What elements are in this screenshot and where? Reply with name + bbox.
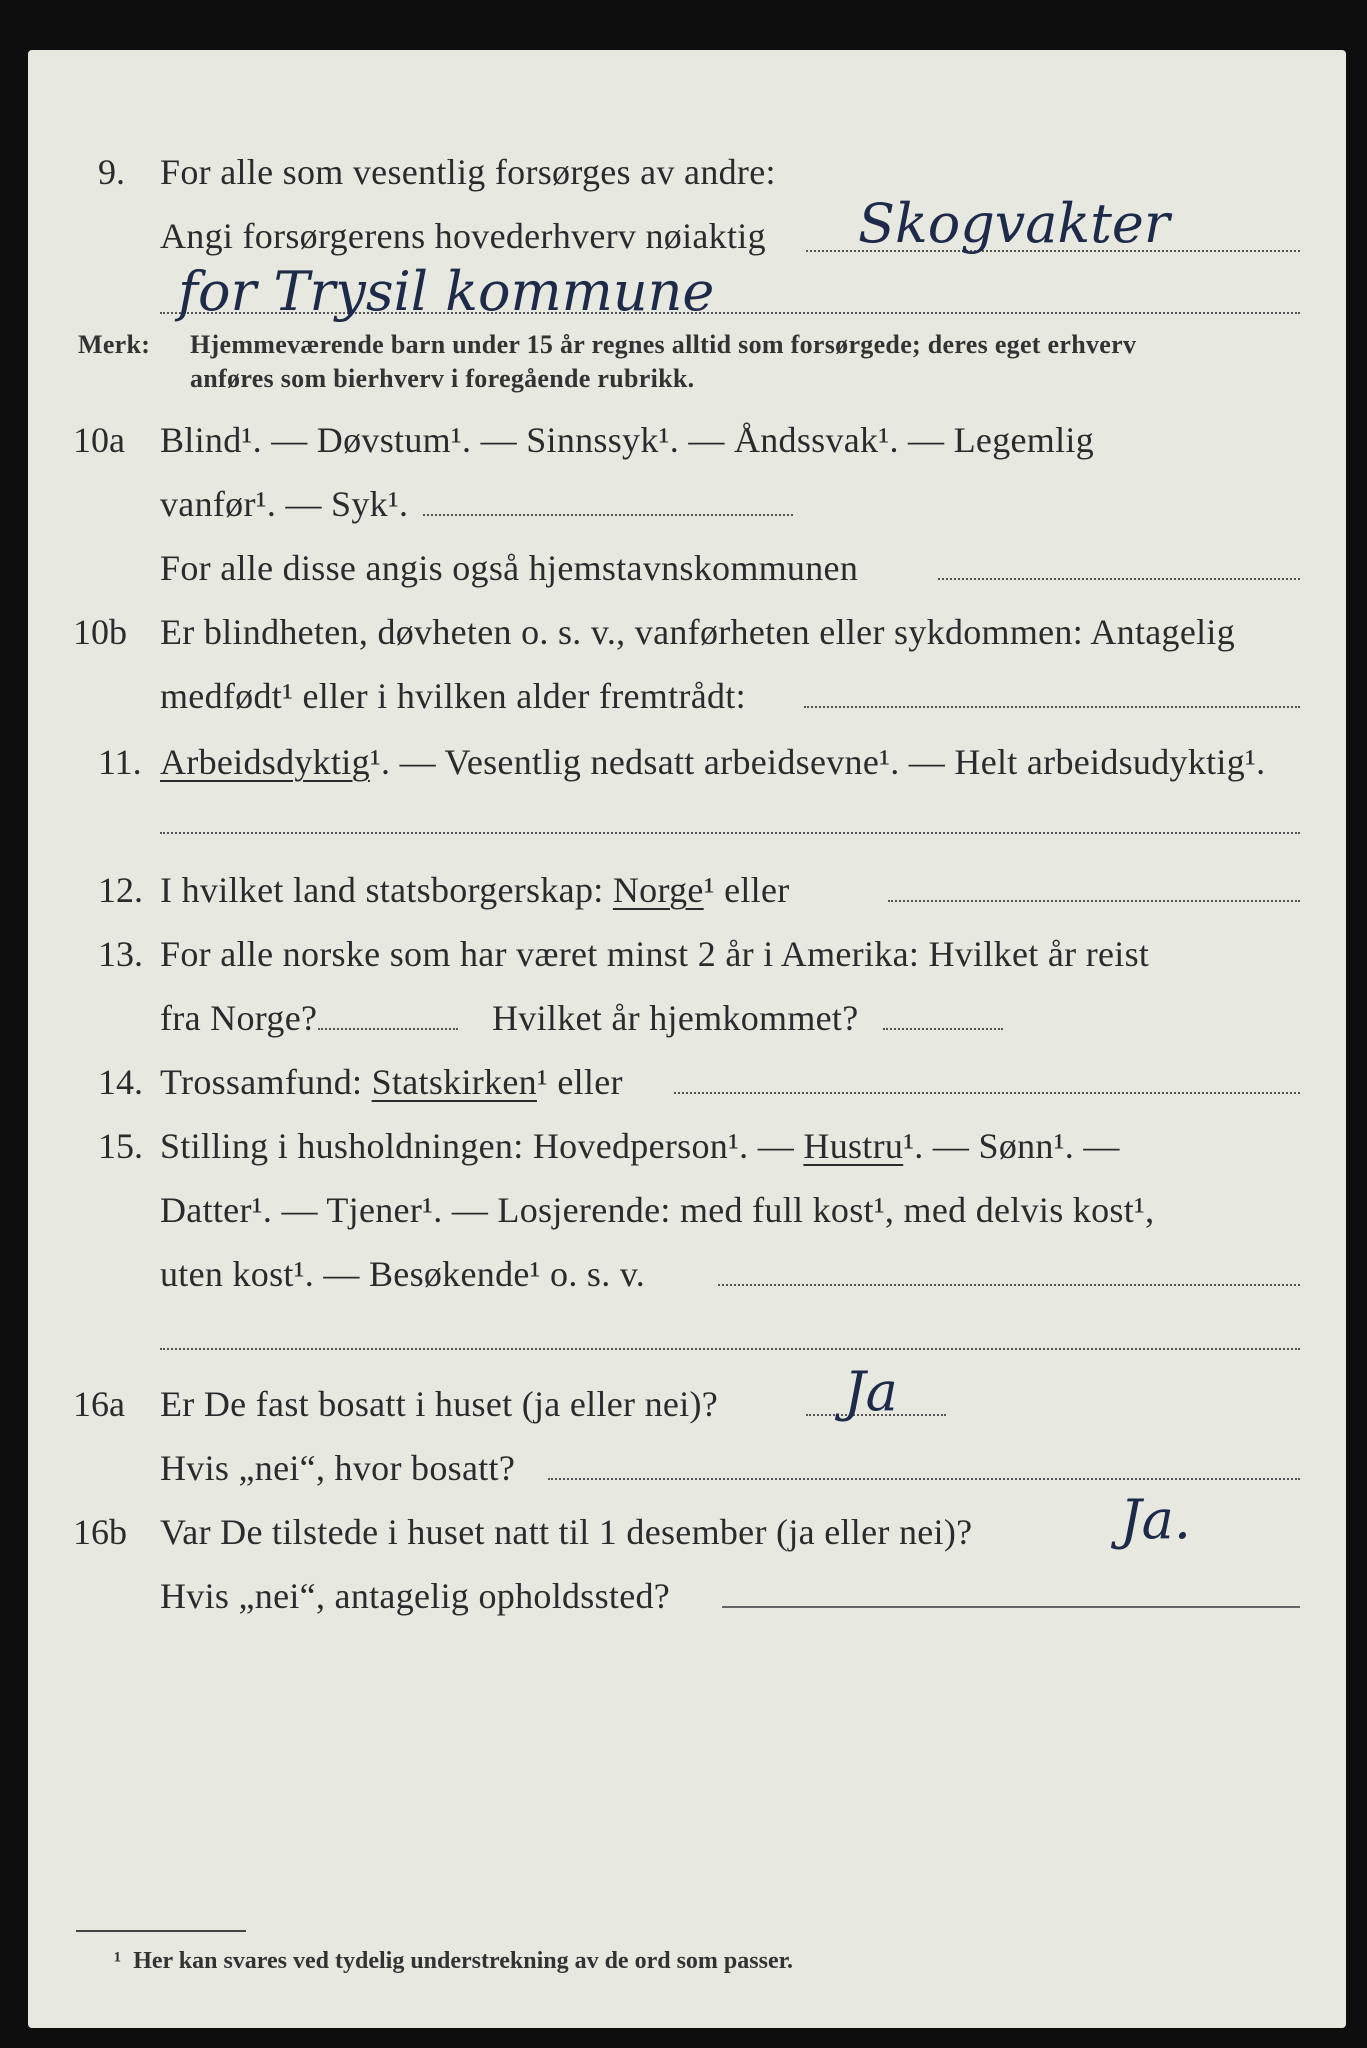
q16a-answer-line2 — [548, 1478, 1300, 1480]
q12-pre: I hvilket land statsborgerskap: — [160, 870, 604, 910]
q14-post: ¹ eller — [536, 1062, 623, 1102]
q11-answer-line — [160, 832, 1300, 834]
q10a-number: 10a — [73, 420, 125, 460]
merk-label: Merk: — [78, 330, 151, 359]
q14-answer-line — [674, 1092, 1300, 1094]
q15-line2: Datter¹. — Tjener¹. — Losjerende: med full kost¹, med delvis kost¹, — [160, 1190, 1155, 1230]
q16b-handwritten-answer: Ja. — [1120, 1488, 1192, 1551]
q15-number: 15. — [98, 1126, 143, 1166]
q10a-answer-line1 — [423, 514, 793, 516]
q12-line — [160, 868, 790, 912]
q13-line2a: fra Norge? — [160, 998, 318, 1038]
q14-underlined-option: Statskirken — [371, 1062, 537, 1102]
q12-number: 12. — [98, 870, 143, 910]
footnote — [114, 1948, 793, 1975]
q12-underlined-option: Norge — [612, 870, 704, 910]
q11-line — [160, 740, 1265, 784]
footnote-rule — [76, 1930, 246, 1932]
q16a-line1: Er De fast bosatt i huset (ja eller nei)? — [160, 1384, 719, 1424]
q11-number: 11. — [98, 742, 142, 782]
q12-answer-line — [888, 900, 1300, 902]
q13-line2b: Hvilket år hjemkommet? — [492, 998, 859, 1038]
q13-answer-line1 — [318, 1028, 458, 1030]
q13-answer-line2 — [883, 1028, 1003, 1030]
q15-line1c: ¹. — Sønn¹. — — [903, 1126, 1120, 1166]
q15-answer-line2 — [160, 1348, 1300, 1350]
q16b-line2: Hvis „nei“, antagelig opholdssted? — [160, 1576, 671, 1616]
q13-number: 13. — [98, 934, 143, 974]
q16b-number: 16b — [73, 1512, 127, 1552]
q9-handwritten-answer2: for Trysil kommune — [178, 260, 715, 323]
footnote-mark: ¹ — [114, 1948, 122, 1974]
q9-line2: Angi forsørgerens hovederhverv nøiaktig — [160, 216, 766, 256]
q15-line1a: Stilling i husholdningen: Hovedperson¹. — — [160, 1126, 795, 1166]
q10b-number: 10b — [73, 612, 127, 652]
q16a-number: 16a — [73, 1384, 125, 1424]
q10a-line3: For alle disse angis også hjemstavnskommunen — [160, 548, 859, 588]
q16a-line2: Hvis „nei“, hvor bosatt? — [160, 1448, 516, 1488]
footnote-text: Her kan svares ved tydelig understrekning av de ord som passer. — [133, 1948, 794, 1974]
q16b-answer-line — [722, 1606, 1300, 1608]
q15-line1 — [160, 1124, 1120, 1168]
q10a-line1: Blind¹. — Døvstum¹. — Sinnssyk¹. — Åndssvak¹. — Legemlig — [160, 420, 1094, 460]
q9-number: 9. — [98, 152, 125, 192]
q11-rest: ¹. — Vesentlig nedsatt arbeidsevne¹. — Helt arbeidsudyktig¹. — [369, 742, 1266, 782]
q15-answer-line1 — [718, 1284, 1300, 1286]
q16b-line1: Var De tilstede i huset natt til 1 desember (ja eller nei)? — [160, 1512, 973, 1552]
merk-line2: anføres som bierhverv i foregående rubrikk. — [190, 364, 695, 393]
q10b-answer-line — [804, 706, 1300, 708]
q14-pre: Trossamfund: — [160, 1062, 363, 1102]
q16a-handwritten-answer: Ja — [844, 1360, 898, 1423]
q9-line1: For alle som vesentlig forsørges av andre: — [160, 152, 776, 192]
q15-underlined-option: Hustru — [803, 1126, 904, 1166]
q14-number: 14. — [98, 1062, 143, 1102]
q14-line — [160, 1060, 623, 1104]
census-form-page — [28, 50, 1346, 2028]
q15-line3: uten kost¹. — Besøkende¹ o. s. v. — [160, 1254, 646, 1294]
q10b-line1: Er blindheten, døvheten o. s. v., vanførheten eller sykdommen: Antagelig — [160, 612, 1236, 652]
q11-underlined-option: Arbeidsdyktig — [160, 742, 370, 782]
q9-handwritten-answer1: Skogvakter — [858, 192, 1170, 255]
q10b-line2: medfødt¹ eller i hvilken alder fremtrådt: — [160, 676, 746, 716]
q12-post: ¹ eller — [703, 870, 790, 910]
merk-line1: Hjemmeværende barn under 15 år regnes alltid som forsørgede; deres eget erhverv — [190, 330, 1137, 359]
q10a-answer-line2 — [938, 578, 1300, 580]
q10a-line2: vanfør¹. — Syk¹. — [160, 484, 409, 524]
q13-line1: For alle norske som har været minst 2 år i Amerika: Hvilket år reist — [160, 934, 1150, 974]
